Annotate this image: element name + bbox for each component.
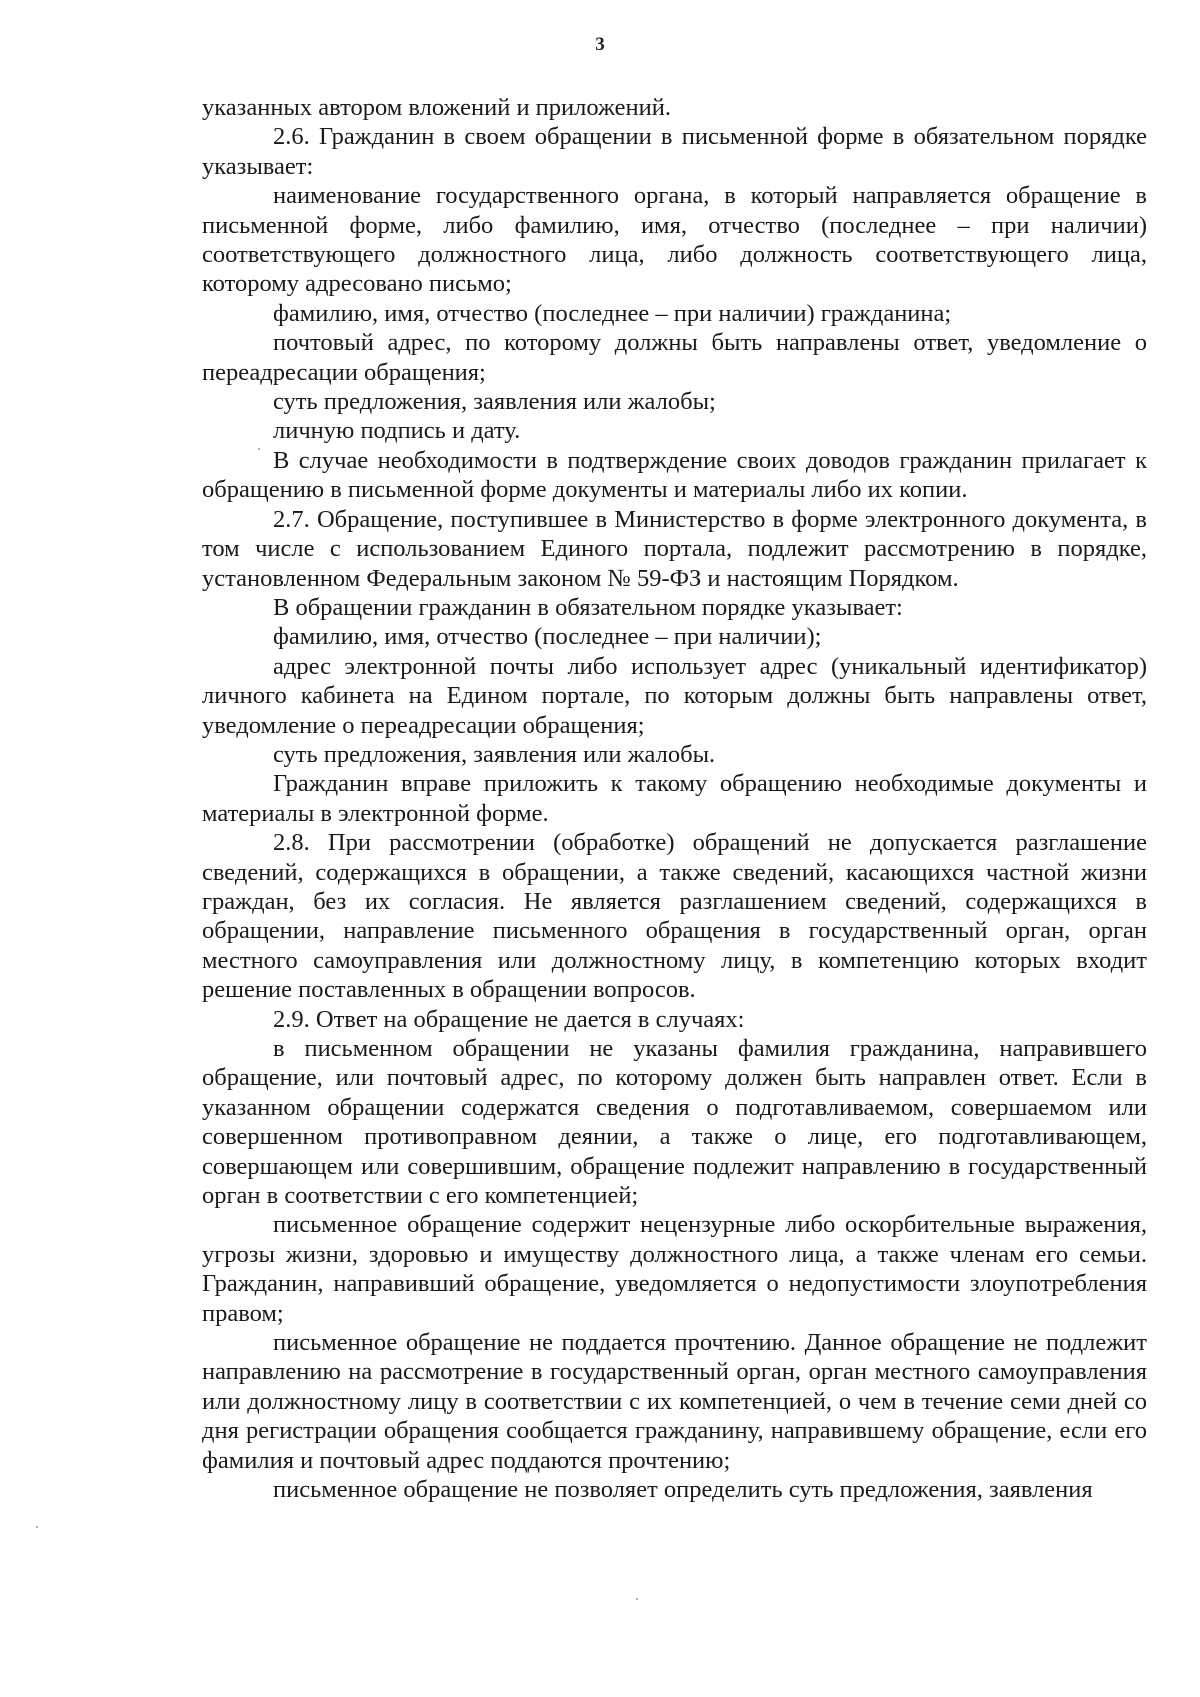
paragraph: фамилию, имя, отчество (последнее – при наличии); xyxy=(273,623,822,651)
scan-speck xyxy=(258,448,260,450)
page-number: 3 xyxy=(595,34,605,55)
paragraph: фамилию, имя, отчество (последнее – при наличии) гражданина; xyxy=(273,299,952,327)
document-body xyxy=(202,93,1147,1505)
scan-speck xyxy=(36,1526,38,1528)
paragraph: В обращении гражданин в обязательном порядке указывает: xyxy=(273,593,903,621)
paragraph: личную подпись и дату. xyxy=(273,417,521,445)
paragraph: 2.6. Гражданин в своем обращении в письменной форме в обязательном порядке указывает: xyxy=(202,123,1147,180)
paragraph: указанных автором вложений и приложений. xyxy=(202,94,671,121)
paragraph: письменное обращение не поддается прочтению. Данное обращение не подлежит направлению на рассмотрение в государственный орган, орган местного самоуправления или должностному лицу в соответствии с их компетенцией, о чем в течение семи дней со дня регистрации обращения сообщается гражданину, направившему обращение, если его фамилия и почтовый адрес поддаются прочтению; xyxy=(202,1329,1147,1474)
paragraph: наименование государственного органа, в который направляется обращение в письменной форме, либо фамилию, имя, отчество (последнее – при наличии) соответствующего должностного лица, либо должность соответствующего лица, которому адресовано письмо; xyxy=(202,182,1147,298)
paragraph: суть предложения, заявления или жалобы; xyxy=(273,388,716,416)
paragraph: 2.7. Обращение, поступившее в Министерство в форме электронного документа, в том числе с использованием Единого портала, подлежит рассмотрению в порядке, установленном Федеральным законом № 59-ФЗ и настоящим Порядком. xyxy=(202,505,1147,592)
paragraph: в письменном обращении не указаны фамилия гражданина, направившего обращение, или почтовый адрес, по которому должен быть направлен ответ. Если в указанном обращении содержатся сведения о подготавливаемом, совершаемом или совершенном противоправном деянии, а также о лице, его подготавливающем, совершающем или совершившим, обращение подлежит направлению в государственный орган в соответствии с его компетенцией; xyxy=(202,1035,1147,1210)
paragraph: В случае необходимости в подтверждение своих доводов гражданин прилагает к обращению в письменной форме документы и материалы либо их копии. xyxy=(202,446,1147,504)
paragraph: письменное обращение не позволяет определить суть предложения, заявления xyxy=(273,1476,1093,1504)
paragraph: почтовый адрес, по которому должны быть направлены ответ, уведомление о переадресации обращения; xyxy=(202,329,1147,386)
paragraph: письменное обращение содержит нецензурные либо оскорбительные выражения, угрозы жизни, здоровью и имуществу должностного лица, а также членам его семьи. Гражданин, направивший обращение, уведомляется о недопустимости злоупотребления правом; xyxy=(202,1211,1147,1327)
paragraph: 2.9. Ответ на обращение не дается в случаях: xyxy=(273,1005,745,1033)
paragraph: Гражданин вправе приложить к такому обращению необходимые документы и материалы в электронной форме. xyxy=(202,770,1147,827)
paragraph: 2.8. При рассмотрении (обработке) обращений не допускается разглашение сведений, содержащихся в обращении, а также сведений, касающихся частной жизни граждан, без их согласия. Не является разглашением сведений, содержащихся в обращении, направление письменного обращения в государственный орган, орган местного самоуправления или должностному лицу, в компетенцию которых входит решение поставленных в обращении вопросов. xyxy=(202,829,1147,1004)
paragraph: адрес электронной почты либо использует адрес (уникальный идентификатор) личного кабинета на Едином портале, по которым должны быть направлены ответ, уведомление о переадресации обращения; xyxy=(202,652,1147,739)
paragraph: суть предложения, заявления или жалобы. xyxy=(273,740,716,768)
scan-speck xyxy=(636,1598,638,1600)
